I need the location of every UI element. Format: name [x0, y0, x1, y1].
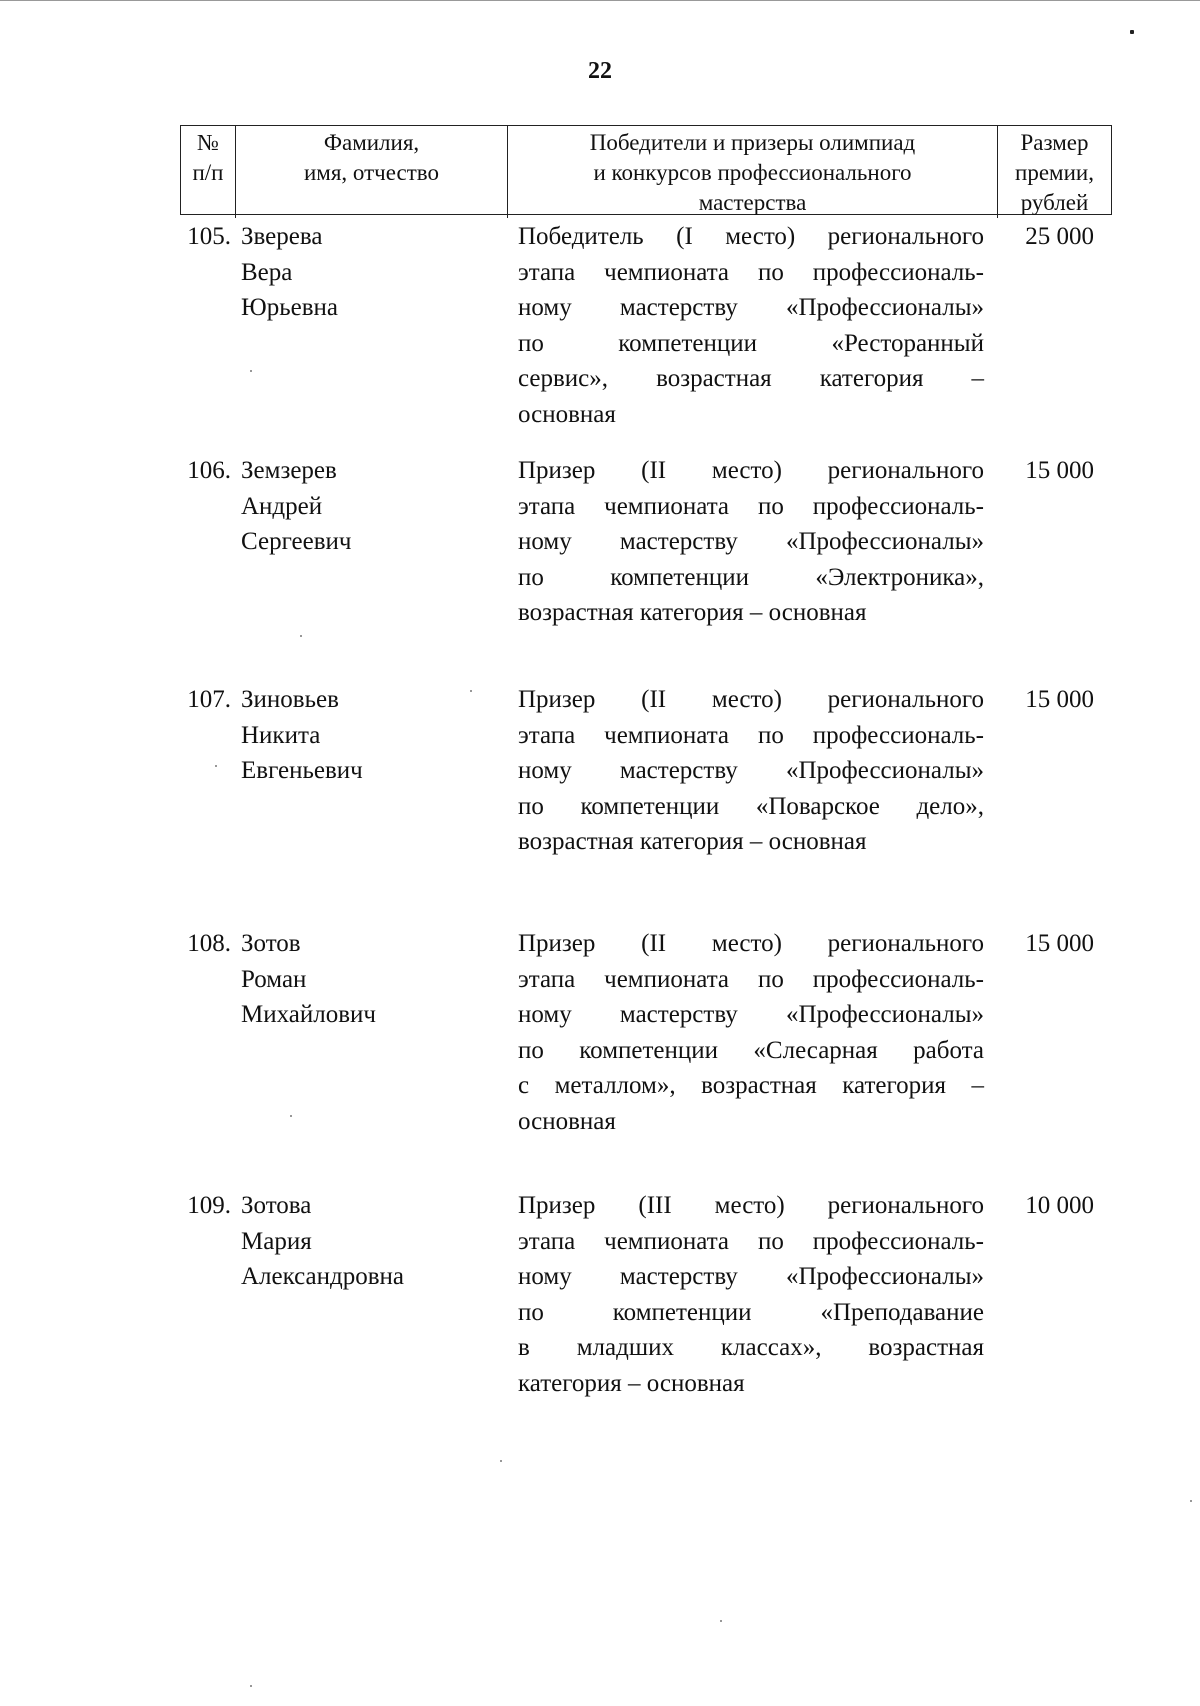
header-num-line: п/п	[192, 160, 224, 185]
row-number: 105.	[187, 223, 231, 250]
desc-line: этапа чемпионата по профессиональ-	[518, 721, 984, 749]
row-number: 108.	[187, 930, 231, 957]
table-row	[180, 682, 1112, 860]
desc-line: ному мастерству «Профессионалы»	[518, 757, 984, 784]
surname: Зотова	[241, 1192, 312, 1219]
desc-line: категория – основная	[518, 1369, 745, 1397]
desc-line: возрастная категория – основная	[518, 599, 867, 626]
header-desc	[508, 126, 998, 218]
desc-line: с металлом», возрастная категория –	[518, 1072, 984, 1099]
patronymic: Михайлович	[241, 1001, 376, 1028]
table-row	[180, 1188, 1112, 1401]
scan-speck	[500, 1460, 502, 1462]
desc-line: этапа чемпионата по профессиональ-	[518, 965, 984, 993]
patronymic: Евгеньевич	[241, 757, 363, 784]
table-row	[180, 219, 1112, 432]
desc-line: по компетенции «Электроника»,	[518, 563, 984, 591]
desc-line: по компетенции «Поварское дело»,	[518, 792, 984, 820]
row-name	[235, 682, 507, 860]
header-desc-line: и конкурсов профессионального	[593, 160, 912, 185]
desc-line: основная	[518, 1107, 616, 1135]
scan-speck	[1190, 1500, 1192, 1502]
desc-line: основная	[518, 400, 616, 428]
first-name: Вера	[241, 258, 293, 286]
desc-line: Победитель (I место) регионального	[518, 223, 984, 250]
desc-line: возрастная категория – основная	[518, 828, 867, 855]
desc-line: ному мастерству «Профессионалы»	[518, 1001, 984, 1028]
desc-line: по компетенции «Слесарная работа	[518, 1036, 984, 1064]
scan-speck	[215, 765, 217, 767]
first-name: Никита	[241, 721, 321, 749]
row-amount: 15 000	[1025, 686, 1094, 713]
header-amount-line: рублей	[1020, 190, 1089, 215]
surname: Зверева	[241, 223, 323, 250]
scan-speck	[250, 1685, 252, 1687]
desc-line: этапа чемпионата по профессиональ-	[518, 1227, 984, 1255]
header-num-line: №	[197, 130, 219, 155]
surname: Зотов	[241, 930, 301, 957]
desc-line: ному мастерству «Профессионалы»	[518, 294, 984, 321]
row-description	[507, 682, 997, 860]
scan-edge-line	[0, 0, 1200, 1]
row-description	[507, 219, 997, 432]
desc-line: Призер (III место) регионального	[518, 1192, 984, 1219]
row-description	[507, 453, 997, 631]
desc-line: Призер (II место) регионального	[518, 930, 984, 957]
row-description	[507, 1188, 997, 1401]
row-amount: 10 000	[1025, 1192, 1094, 1219]
table-header	[180, 125, 1112, 215]
first-name: Роман	[241, 965, 307, 993]
first-name: Мария	[241, 1227, 312, 1255]
header-num	[181, 126, 236, 218]
header-name-line: Фамилия,	[323, 130, 420, 155]
scan-speck	[470, 690, 472, 692]
scan-speck	[300, 635, 302, 637]
scan-speck	[290, 1115, 292, 1117]
table-row	[180, 926, 1112, 1139]
header-amount	[998, 126, 1111, 218]
desc-line: этапа чемпионата по профессиональ-	[518, 258, 984, 286]
row-name	[235, 926, 507, 1139]
row-amount: 15 000	[1025, 457, 1094, 484]
scan-speck	[720, 1620, 722, 1622]
patronymic: Александровна	[241, 1263, 405, 1290]
row-name	[235, 1188, 507, 1401]
desc-line: ному мастерству «Профессионалы»	[518, 1263, 984, 1290]
row-number: 109.	[187, 1192, 231, 1219]
header-amount-line: Размер	[1020, 130, 1089, 155]
surname: Земзерев	[241, 457, 337, 484]
header-desc-line: Победители и призеры олимпиад	[589, 130, 916, 155]
scan-speck	[1130, 30, 1134, 34]
desc-line: Призер (II место) регионального	[518, 686, 984, 713]
header-amount-line: премии,	[1015, 160, 1094, 185]
desc-line: сервис», возрастная категория –	[518, 365, 984, 392]
row-amount: 25 000	[1025, 223, 1094, 250]
scan-speck	[250, 370, 252, 372]
desc-line: Призер (II место) регионального	[518, 457, 984, 484]
desc-line: по компетенции «Преподавание	[518, 1298, 984, 1326]
row-name	[235, 219, 507, 432]
header-desc-line: мастерства	[698, 190, 807, 215]
table-row	[180, 453, 1112, 631]
row-number: 107.	[187, 686, 231, 713]
header-name-line: имя, отчество	[303, 160, 439, 185]
desc-line: этапа чемпионата по профессиональ-	[518, 492, 984, 520]
desc-line: по компетенции «Ресторанный	[518, 329, 984, 357]
header-name	[236, 126, 508, 218]
first-name: Андрей	[241, 492, 323, 520]
desc-line: в младших классах», возрастная	[518, 1334, 984, 1361]
patronymic: Сергеевич	[241, 528, 352, 555]
row-number: 106.	[187, 457, 231, 484]
row-description	[507, 926, 997, 1139]
patronymic: Юрьевна	[241, 294, 338, 321]
desc-line: ному мастерству «Профессионалы»	[518, 528, 984, 555]
row-amount: 15 000	[1025, 930, 1094, 957]
surname: Зиновьев	[241, 686, 339, 713]
page-number: 22	[588, 58, 612, 84]
row-name	[235, 453, 507, 631]
